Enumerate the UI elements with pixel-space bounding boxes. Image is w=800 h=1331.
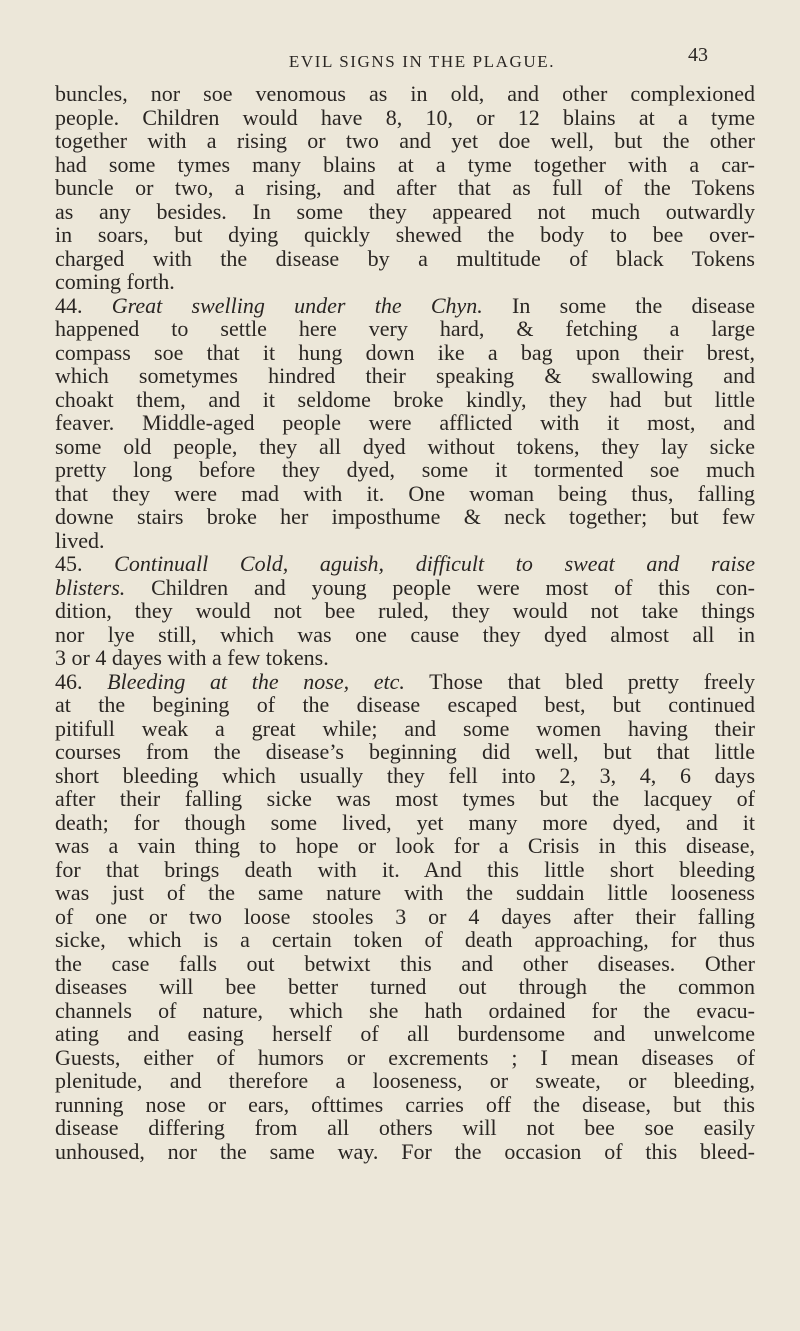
line-text: Children and young people were most of this con-: [125, 574, 755, 600]
text-line: nor lye still, which was one cause they dyed almost all in: [55, 621, 755, 647]
section-heading: Bleeding at the nose, etc.: [107, 668, 405, 694]
text-line: short bleeding which usually they fell into 2, 3, 4, 6 days: [55, 762, 755, 788]
text-line: had some tymes many blains at a tyme together with a car-: [55, 151, 755, 177]
section-heading: Great swelling under the Chyn.: [111, 292, 483, 318]
text-line: 3 or 4 dayes with a few tokens.: [55, 645, 329, 670]
section-heading: blisters.: [55, 574, 126, 600]
text-line: [55, 552, 755, 576]
text-line: together with a rising or two and yet doe well, but the other: [55, 128, 755, 153]
section-number: 44.: [55, 292, 83, 318]
text-line: was a vain thing to hope or look for a Crisis in this disease,: [55, 833, 755, 858]
text-line: downe stairs broke her imposthume & neck together; but few: [55, 504, 755, 529]
text-line: lived.: [55, 527, 105, 553]
text-line: buncle or two, a rising, and after that as full of the Tokens: [55, 175, 755, 200]
text-line: plenitude, and therefore a looseness, or sweate, or bleeding,: [55, 1068, 755, 1093]
text-line: in soars, but dying quickly shewed the body to bee over-: [55, 222, 755, 247]
text-line: courses from the disease’s beginning did well, but that little: [55, 739, 755, 764]
section-number: 45.: [55, 551, 83, 576]
text-line: people. Children would have 8, 10, or 12 blains at a tyme: [55, 104, 755, 130]
text-line: compass soe that it hung down ike a bag upon their brest,: [55, 339, 755, 365]
text-line: disease differing from all others will not bee soe easily: [55, 1115, 755, 1140]
text-line: after their falling sicke was most tymes but the lacquey of: [55, 786, 755, 811]
text-line: channels of nature, which she hath ordained for the evacu-: [55, 997, 755, 1023]
text-line: the case falls out betwixt this and other diseases. Other: [55, 950, 755, 976]
text-line: was just of the same nature with the suddain little looseness: [55, 880, 755, 905]
text-line: Guests, either of humors or excrements ; I mean diseases of: [55, 1044, 755, 1070]
text-line: choakt them, and it seldome broke kindly, they had but little: [55, 386, 755, 412]
text-line: feaver. Middle-aged people were afflicted with it most, and: [55, 410, 755, 435]
text-line: coming forth.: [55, 269, 175, 294]
text-line: some old people, they all dyed without tokens, they lay sicke: [55, 433, 755, 459]
page-number: 43: [688, 44, 708, 66]
text-line: at the begining of the disease escaped best, but continued: [55, 692, 755, 717]
text-line: happened to settle here very hard, & fetching a large: [55, 316, 755, 341]
text-line: as any besides. In some they appeared not much outwardly: [55, 198, 755, 224]
text-line: death; for though some lived, yet many more dyed, and it: [55, 809, 755, 835]
text-line: pitifull weak a great while; and some women having their: [55, 715, 755, 741]
text-line: that they were mad with it. One woman being thus, falling: [55, 480, 755, 506]
body-text: [55, 82, 755, 1163]
text-line: [55, 576, 755, 600]
running-title: EVIL SIGNS IN THE PLAGUE.: [288, 52, 556, 71]
text-line: buncles, nor soe venomous as in old, and other complexioned: [55, 81, 755, 106]
text-line: of one or two loose stooles 3 or 4 dayes after their falling: [55, 903, 755, 929]
section-heading: Continuall Cold, aguish, difficult to sweat and raise: [114, 551, 755, 576]
section-number: 46.: [55, 668, 83, 694]
text-line: sicke, which is a certain token of death approaching, for thus: [55, 927, 755, 952]
line-text: Those that bled pretty freely: [404, 668, 755, 694]
text-line: [55, 294, 755, 318]
text-line: charged with the disease by a multitude of black Tokens: [55, 245, 755, 271]
text-line: pretty long before they dyed, some it tormented soe much: [55, 457, 755, 482]
text-line: running nose or ears, ofttimes carries off the disease, but this: [55, 1091, 755, 1117]
text-line: ating and easing herself of all burdensome and unwelcome: [55, 1021, 755, 1046]
running-header: [142, 44, 708, 76]
text-line: dition, they would not bee ruled, they would not take things: [55, 598, 755, 623]
text-line: diseases will bee better turned out through the common: [55, 974, 755, 999]
text-line: [55, 670, 755, 694]
text-line: unhoused, nor the same way. For the occasion of this bleed-: [55, 1138, 755, 1164]
line-text: In some the disease: [482, 292, 756, 318]
text-line: for that brings death with it. And this little short bleeding: [55, 856, 755, 882]
text-line: which sometymes hindred their speaking & swallowing and: [55, 363, 755, 388]
